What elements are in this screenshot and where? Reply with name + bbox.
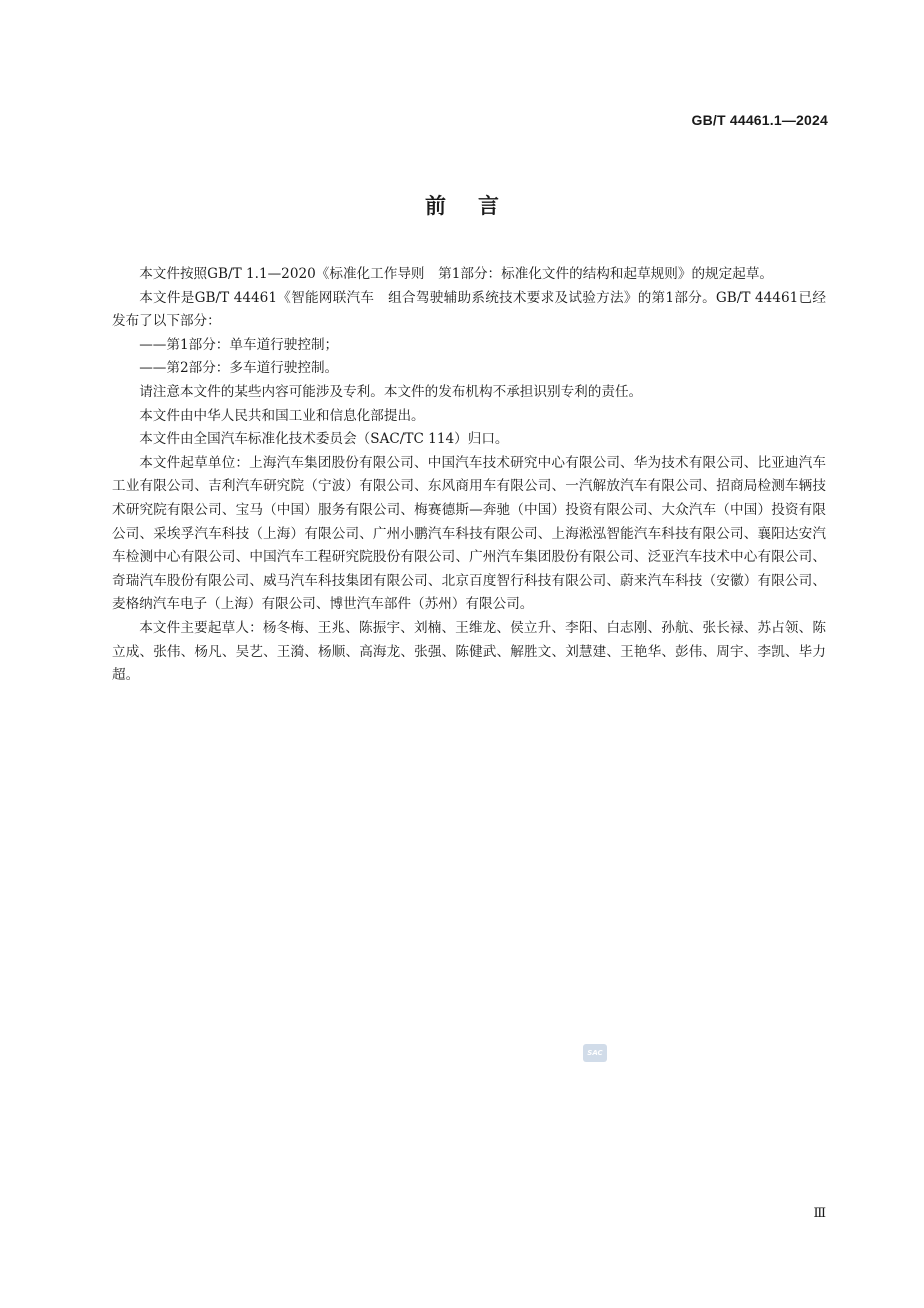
paragraph-part-intro: 本文件是GB/T 44461《智能网联汽车 组合驾驶辅助系统技术要求及试验方法》的第1部分。GB/T 44461已经发布了以下部分：: [112, 289, 826, 330]
list-item-part-2: ——第2部分：多车道行驶控制。: [139, 360, 339, 377]
paragraph-drafters: 本文件主要起草人：杨冬梅、王兆、陈振宇、刘楠、王维龙、侯立升、李阳、白志刚、孙航、张长禄、苏占领、陈立成、张伟、杨凡、吴艺、王漪、杨顺、高海龙、张强、陈健武、解胜文、刘慧建、王艳华、彭伟、周宇、李凯、毕力超。: [112, 619, 826, 684]
paragraph-drafting-units: 本文件起草单位：上海汽车集团股份有限公司、中国汽车技术研究中心有限公司、华为技术有限公司、比亚迪汽车工业有限公司、吉利汽车研究院（宁波）有限公司、东风商用车有限公司、一汽解放汽车有限公司、招商局检测车辆技术研究院有限公司、宝马（中国）服务有限公司、梅赛德斯—奔驰（中国）投资有限公司、大众汽车（中国）投资有限公司、采埃孚汽车科技（上海）有限公司、广州小鹏汽车科技有限公司、上海淞泓智能汽车科技有限公司、襄阳达安汽车检测中心有限公司、中国汽车工程研究院股份有限公司、广州汽车集团股份有限公司、泛亚汽车技术中心有限公司、奇瑞汽车股份有限公司、威马汽车科技集团有限公司、北京百度智行科技有限公司、蔚来汽车科技（安徽）有限公司、麦格纳汽车电子（上海）有限公司、博世汽车部件（苏州）有限公司。: [112, 454, 826, 613]
paragraph-centralized: 本文件由全国汽车标准化技术委员会（SAC/TC 114）归口。: [139, 431, 509, 448]
document-body: [112, 263, 826, 688]
sac-logo-icon: SAC: [583, 1044, 607, 1062]
paragraph-proposer: 本文件由中华人民共和国工业和信息化部提出。: [139, 407, 425, 424]
list-item-part-1: ——第1部分：单车道行驶控制；: [139, 336, 339, 353]
paragraph-patent-notice: 请注意本文件的某些内容可能涉及专利。本文件的发布机构不承担识别专利的责任。: [139, 383, 643, 400]
paragraph-drafting-rules: 本文件按照GB/T 1.1—2020《标准化工作导则 第1部分：标准化文件的结构和起草规则》的规定起草。: [139, 266, 774, 282]
standard-number: GB/T 44461.1—2024: [691, 112, 828, 128]
page-title: 前言: [425, 194, 531, 218]
page-number: Ⅲ: [813, 1206, 826, 1221]
